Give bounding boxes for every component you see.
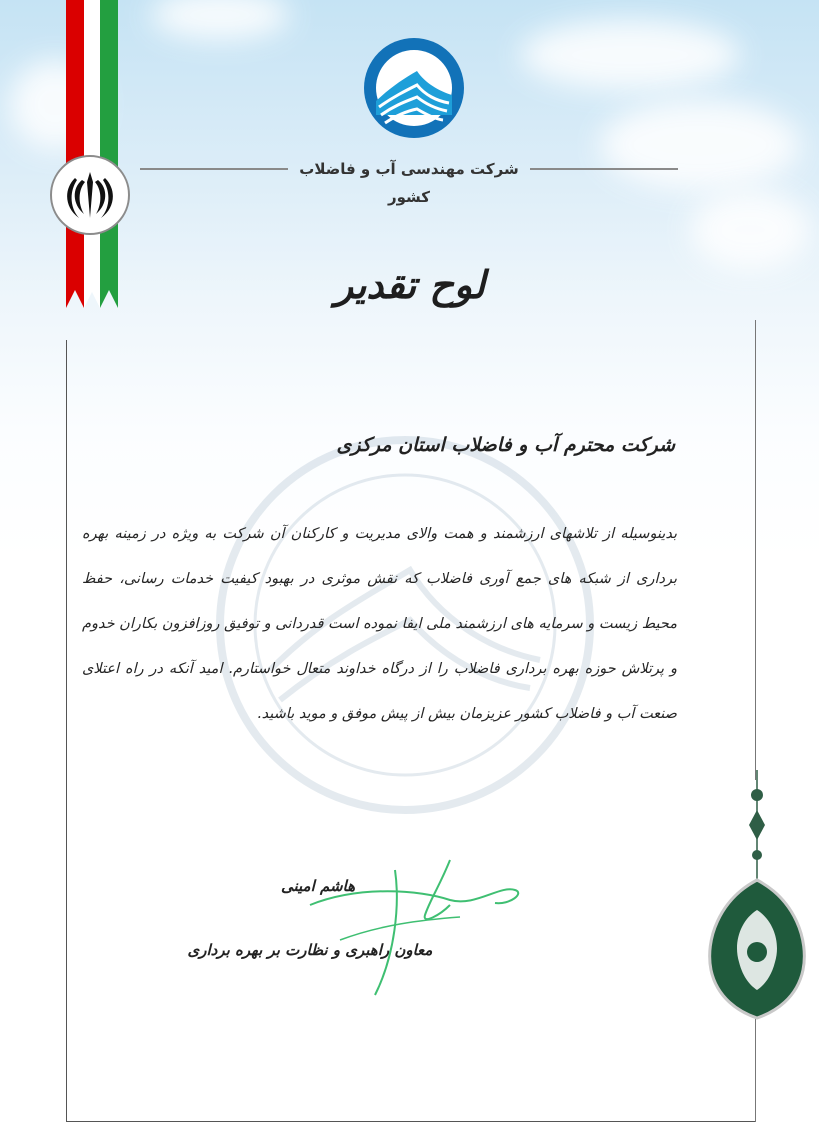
cloud-decoration <box>520 20 740 90</box>
cloud-decoration <box>150 0 290 40</box>
header-divider-left <box>140 168 288 170</box>
iran-flag-ribbon-icon <box>62 0 120 308</box>
company-name: شرکت مهندسی آب و فاضلاب کشور <box>299 160 519 206</box>
cloud-decoration <box>690 190 810 270</box>
frame-line-left <box>66 340 67 1122</box>
cloud-decoration <box>600 100 800 190</box>
handwritten-signature <box>300 845 535 1010</box>
certificate-body: بدینوسیله از تلاشهای ارزشمند و همت والای مدیریت و کارکنان آن شرکت به ویژه در زمینه بهره برداری از شبکه های جمع آوری فاضلاب که نقش موثری در بهبود کیفیت خدمات رسانی، حفظ محیط زیست و سرمایه های ارزشمند ملی ایفا نموده است قدردانی و توفیق روزافزون بکاران خدوم و پرتلاش حوزه بهره برداری فاضلاب را از درگاه خداوند متعال خواستارم. امید آنکه در راه اعتلای صنعت آب و فاضلاب کشور عزیزمان بیش از پیش موفق و موید باشید. <box>82 526 677 722</box>
iran-emblem-icon <box>64 168 116 222</box>
header-divider-right <box>530 168 678 170</box>
water-wave-logo-icon <box>361 35 467 141</box>
certificate-title: لوح تقدیر <box>334 262 486 307</box>
signer-name: هاشم امینی <box>280 877 355 895</box>
recipient-name: شرکت محترم آب و فاضلاب استان مرکزی <box>336 434 675 456</box>
signer-position: معاون راهبری و نظارت بر بهره برداری <box>187 941 433 959</box>
frame-line-right <box>755 320 756 780</box>
frame-line-bottom <box>66 1121 756 1122</box>
frame-line-right-lower <box>755 1010 756 1122</box>
arabesque-ornament-icon <box>703 770 811 1020</box>
